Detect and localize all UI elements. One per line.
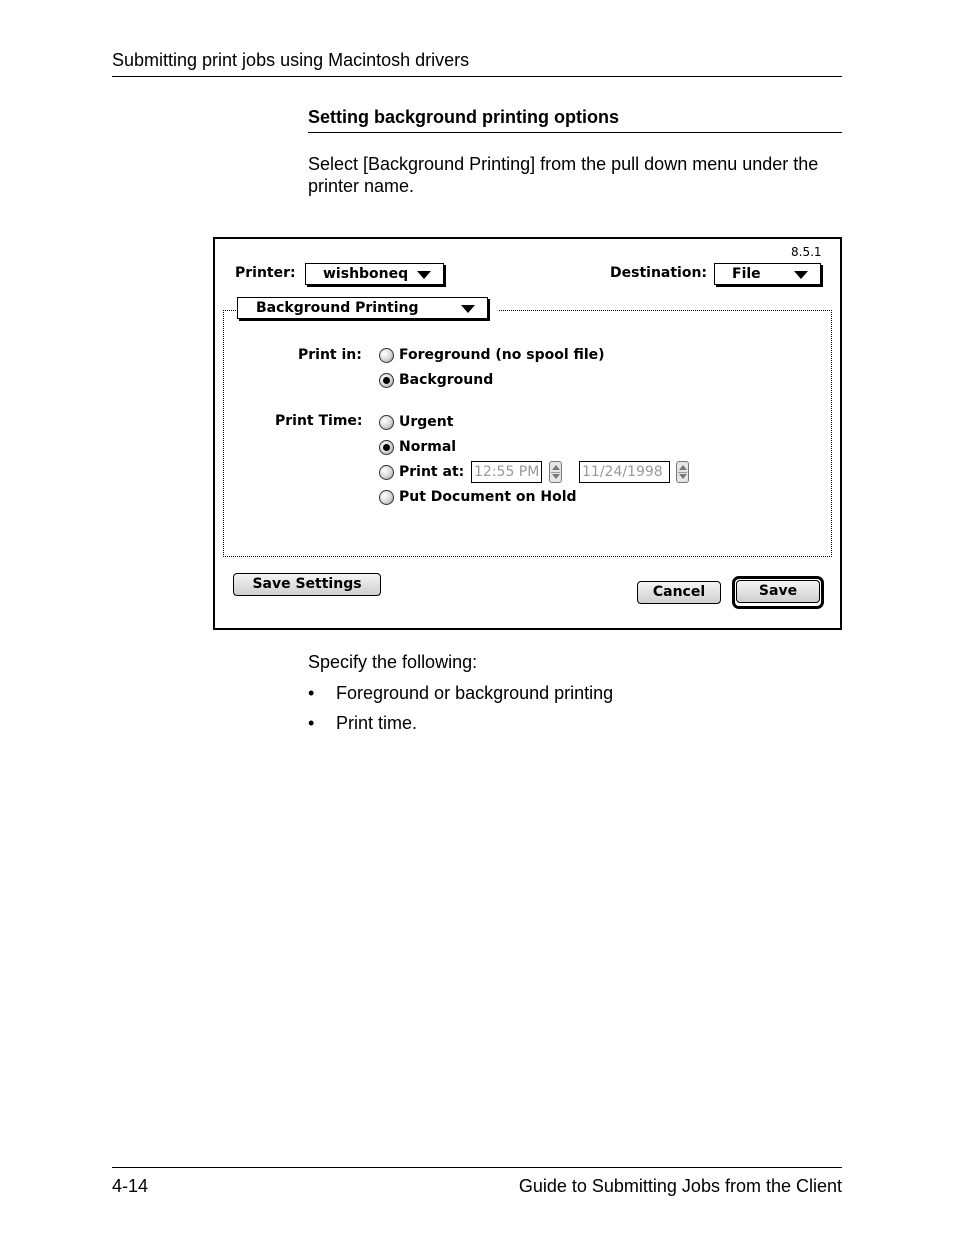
time-field[interactable]: 12:55 PM: [471, 461, 542, 483]
print-in-label: Print in:: [298, 347, 362, 363]
radio-background-label: Background: [399, 372, 494, 388]
header-rule: [112, 76, 842, 77]
radio-foreground[interactable]: [379, 348, 394, 363]
radio-background[interactable]: [379, 373, 394, 388]
book-title: Guide to Submitting Jobs from the Client: [518, 1176, 842, 1196]
destination-popup[interactable]: [714, 263, 821, 285]
chevron-down-icon: [461, 305, 475, 313]
save-button[interactable]: Save: [736, 580, 820, 603]
printer-popup[interactable]: [305, 263, 444, 285]
radio-hold[interactable]: [379, 490, 394, 505]
version-label: 8.5.1: [791, 245, 822, 259]
printer-popup-value: wishboneq: [323, 266, 409, 282]
page-number: 4-14: [112, 1176, 149, 1196]
stepper-divider: [678, 472, 687, 473]
print-time-label: Print Time:: [275, 413, 363, 429]
radio-hold-label: Put Document on Hold: [399, 489, 577, 505]
stepper-divider: [551, 472, 560, 473]
specify-text: Specify the following:: [308, 652, 478, 672]
chevron-down-icon: [417, 271, 431, 279]
panel-popup[interactable]: [237, 297, 488, 319]
arrow-down-icon: [679, 474, 687, 479]
list-item: • Foreground or background printing: [308, 682, 613, 712]
panel-popup-value: Background Printing: [256, 300, 419, 316]
radio-urgent-label: Urgent: [399, 414, 454, 430]
arrow-down-icon: [552, 474, 560, 479]
footer-rule: [112, 1167, 842, 1168]
print-dialog: [213, 237, 842, 630]
destination-popup-value: File: [732, 266, 761, 282]
bullet-list: [308, 682, 613, 742]
running-head: Submitting print jobs using Macintosh drivers: [112, 50, 470, 70]
arrow-up-icon: [679, 465, 687, 470]
printer-label: Printer:: [235, 265, 296, 281]
intro-paragraph: Select [Background Printing] from the pull down menu under the printer name.: [308, 154, 819, 196]
radio-print-at-label: Print at:: [399, 464, 465, 480]
title-rule: [308, 132, 842, 133]
date-field[interactable]: 11/24/1998: [579, 461, 670, 483]
arrow-up-icon: [552, 465, 560, 470]
section-title: Setting background printing options: [308, 107, 619, 127]
destination-label: Destination:: [610, 265, 708, 281]
cancel-button[interactable]: Cancel: [637, 581, 721, 604]
radio-normal[interactable]: [379, 440, 394, 455]
radio-foreground-label: Foreground (no spool file): [399, 347, 605, 363]
time-stepper[interactable]: [549, 461, 562, 483]
chevron-down-icon: [794, 271, 808, 279]
radio-normal-label: Normal: [399, 439, 457, 455]
radio-urgent[interactable]: [379, 415, 394, 430]
date-stepper[interactable]: [676, 461, 689, 483]
save-settings-button[interactable]: Save Settings: [233, 573, 381, 596]
radio-print-at[interactable]: [379, 465, 394, 480]
list-item: • Print time.: [308, 712, 613, 742]
